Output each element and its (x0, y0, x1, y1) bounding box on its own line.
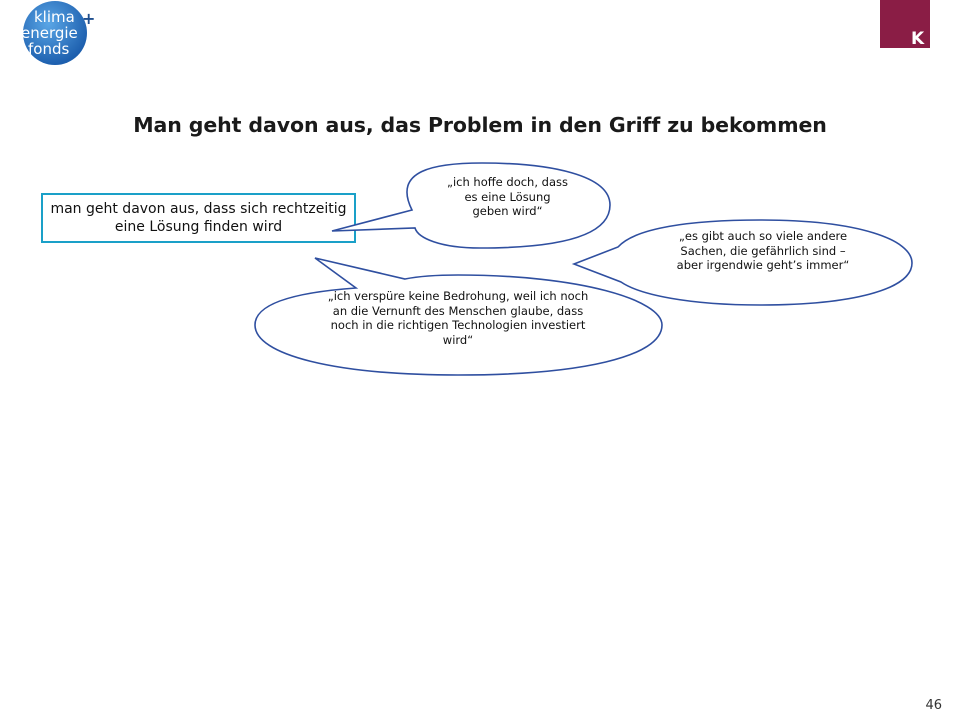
quote-1: „ich hoffe doch, dass es eine Lösung geben wird“ (447, 175, 568, 218)
logo-plus: + (82, 9, 96, 28)
logo-word-klima: klima (34, 8, 75, 26)
quote-2: „es gibt auch so viele andere Sachen, die gefährlich sind – aber irgendwie geht’s immer“ (676, 229, 850, 272)
logo-letter-k: K (911, 29, 925, 48)
page-number: 46 (925, 698, 942, 713)
page-title: Man geht davon aus, das Problem in den Griff zu bekommen (133, 113, 827, 137)
logo-word-energie: energie (21, 24, 78, 42)
quote-3: „ich verspüre keine Bedrohung, weil ich noch an die Vernunft des Menschen glaube, dass noch in die richtigen Technologien investiert wird“ (327, 289, 589, 347)
logo-word-fonds: fonds (28, 40, 70, 58)
statement-text: man geht davon aus, dass sich rechtzeitig eine Lösung finden wird (50, 201, 347, 235)
